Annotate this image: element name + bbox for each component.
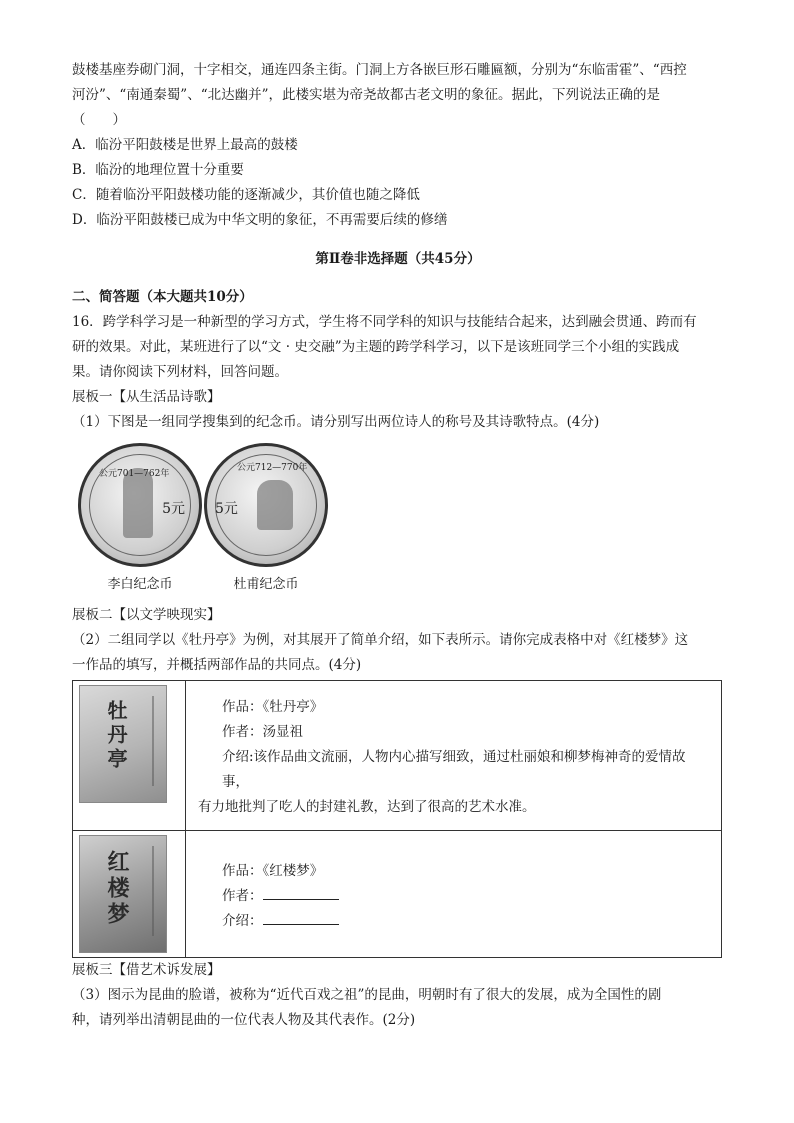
exam-page: [72, 58, 724, 1033]
table-row: [73, 681, 722, 831]
q16-intro-line1: 16．跨学科学习是一种新型的学习方式，学生将不同学科的知识与技能结合起来，达到融会贯通、跨而有: [72, 314, 697, 330]
hongloumeng-cover-title: 红楼梦: [104, 850, 130, 928]
hongloumeng-intro-label: 介绍：: [222, 913, 263, 929]
libai-coin-caption: 李白纪念币: [107, 577, 173, 592]
libai-coin-denom: 5元: [162, 501, 185, 517]
mudanting-cover-image: [79, 685, 167, 803]
libai-coin-dates: 公元701—762年: [99, 469, 170, 479]
section-title: 二、简答题（本大题共10分）: [72, 289, 253, 305]
q16-sub2-line1: （2）二组同学以《牡丹亭》为例，对其展开了简单介绍，如下表所示。请你完成表格中对《红楼梦》这: [72, 632, 689, 648]
mudanting-cover-title: 牡丹亭: [104, 700, 128, 772]
hongloumeng-author-label: 作者：: [222, 888, 263, 904]
coin-figures: [72, 443, 724, 603]
q16-sub3-line1: （3）图示为昆曲的脸谱，被称为“近代百戏之祖”的昆曲，明朝时有了很大的发展，成为全国性的剧: [72, 987, 662, 1003]
q16-sub1: （1）下图是一组同学搜集到的纪念币。请分别写出两位诗人的称号及其诗歌特点。(4分): [72, 414, 600, 430]
part2-title: 第Ⅱ卷非选择题（共45分）: [315, 250, 481, 267]
intro-answer-blank[interactable]: [263, 910, 339, 925]
works-table: [72, 680, 722, 958]
q16-sub3-line2: 种，请列举出清朝昆曲的一位代表人物及其代表作。(2分): [72, 1012, 416, 1028]
q16-sub2-line2: 一作品的填写，并概括两部作品的共同点。(4分): [72, 657, 362, 673]
dufu-coin-dates: 公元712—770年: [237, 463, 308, 473]
dufu-coin-caption: 杜甫纪念币: [233, 577, 299, 592]
mudanting-intro-line2: 有力地批判了吃人的封建礼教，达到了很高的艺术水准。: [198, 799, 536, 815]
board2-title: 展板二【以文学映现实】: [72, 607, 221, 623]
q15-answer-paren: （ ）: [72, 112, 126, 128]
q15-option-c: C．随着临汾平阳鼓楼功能的逐渐减少，其价值也随之降低: [72, 187, 420, 203]
q16-intro-line3: 果。请你阅读下列材料，回答问题。: [72, 364, 288, 380]
libai-coin-block: [78, 443, 202, 592]
q15-stem-line2: 河汾”、“南通秦蜀”、“北达幽并”，此楼实堪为帝尧故都古老文明的象征。据此，下列说法正确的是: [72, 87, 661, 103]
q15-option-a: A．临汾平阳鼓楼是世界上最高的鼓楼: [72, 137, 298, 153]
mudanting-work: 作品：《牡丹亭》: [222, 699, 324, 715]
hongloumeng-work: 作品：《红楼梦》: [222, 863, 324, 879]
dufu-coin-denom: 5元: [215, 501, 238, 517]
board1-title: 展板一【从生活品诗歌】: [72, 389, 221, 405]
author-answer-blank[interactable]: [263, 885, 339, 900]
hongloumeng-cover-image: [79, 835, 167, 953]
board3-title: 展板三【借艺术诉发展】: [72, 962, 221, 978]
q16-intro-line2: 研的效果。对此，某班进行了以“文 · 史交融”为主题的跨学科学习，以下是该班同学三个小组的实践成: [72, 339, 680, 355]
table-row: [73, 831, 722, 958]
dufu-coin-image: [204, 443, 328, 567]
mudanting-author: 作者：汤显祖: [222, 724, 303, 740]
mudanting-intro-line1: 介绍:该作品曲文流丽，人物内心描写细致，通过杜丽娘和柳梦梅神奇的爱情故事，: [222, 749, 686, 790]
q15-stem-line1: 鼓楼基座券砌门洞，十字相交，通连四条主街。门洞上方各嵌巨形石雕匾额，分别为“东临雷霍”、“西控: [72, 62, 687, 78]
dufu-coin-block: [204, 443, 328, 592]
q15-option-d: D．临汾平阳鼓楼已成为中华文明的象征，不再需要后续的修缮: [72, 212, 448, 228]
libai-coin-image: [78, 443, 202, 567]
q15-option-b: B．临汾的地理位置十分重要: [72, 162, 244, 178]
